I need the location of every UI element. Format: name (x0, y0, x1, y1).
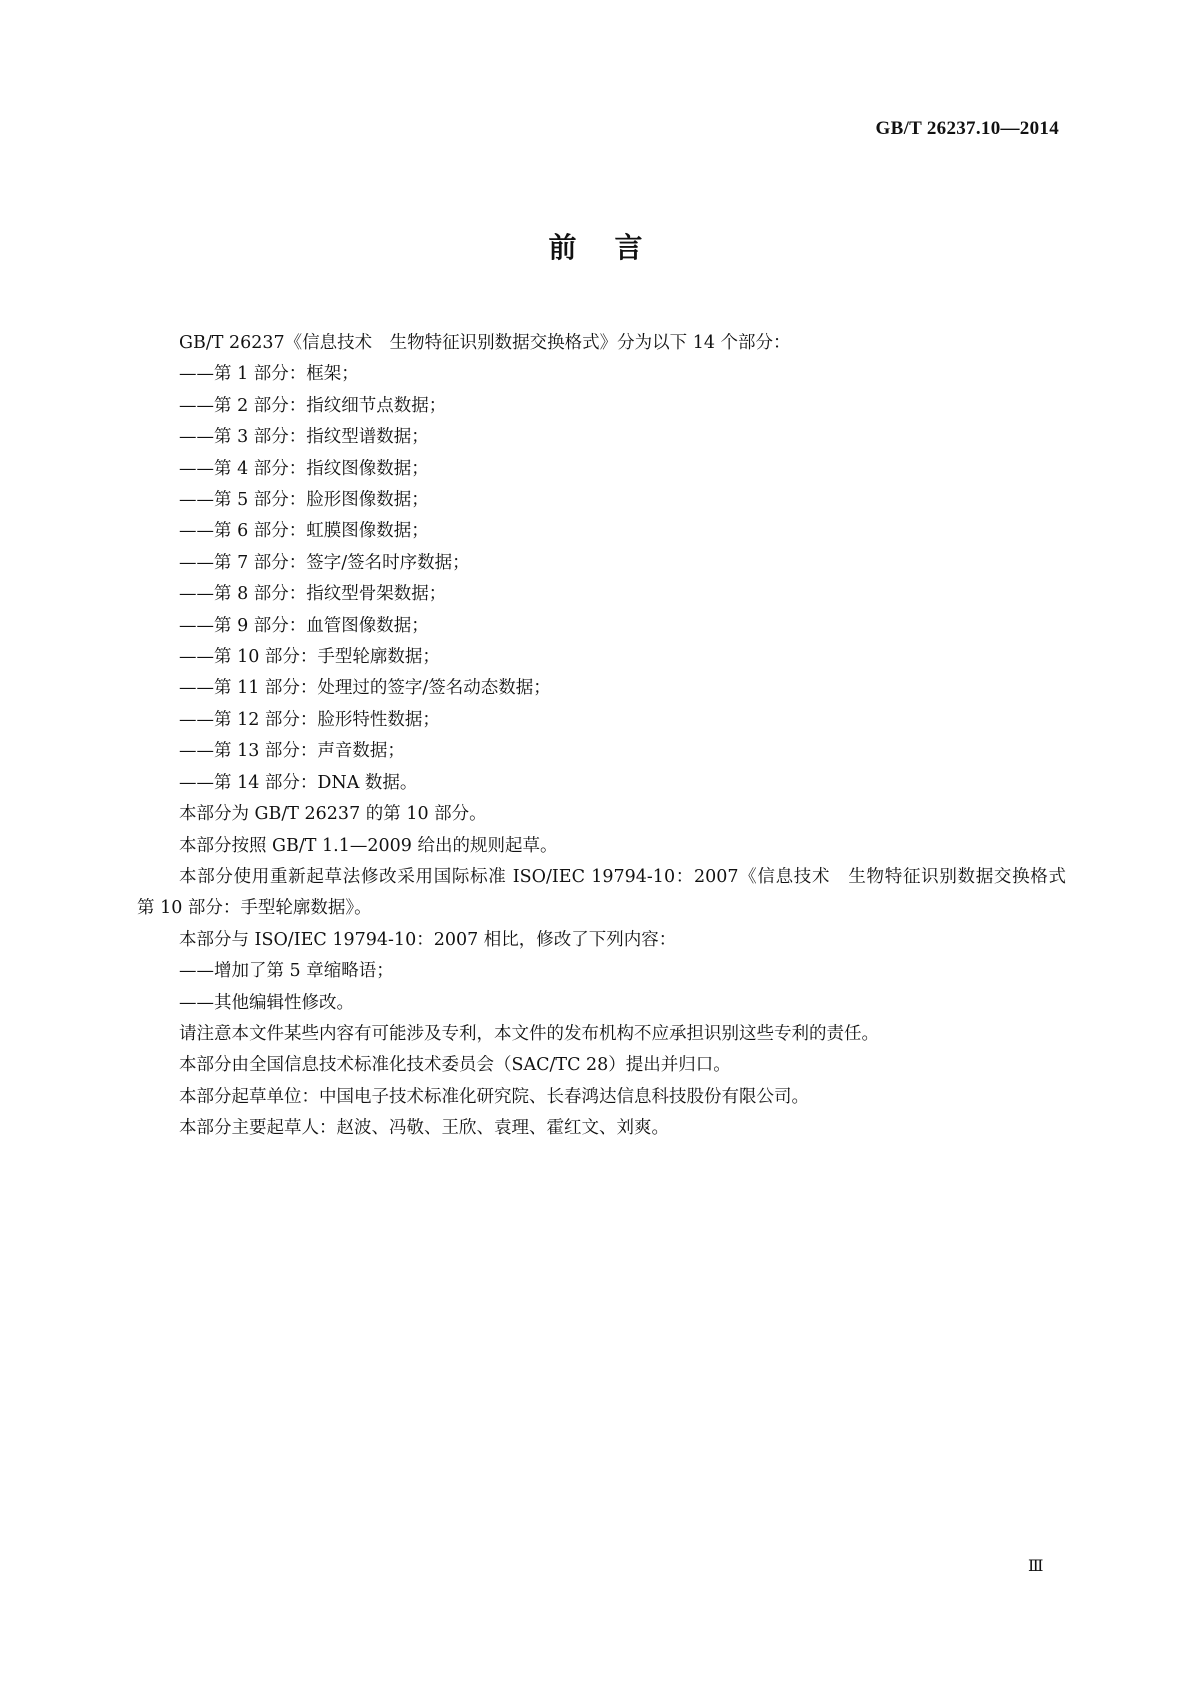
list-item: ——第 6 部分：虹膜图像数据； (179, 521, 429, 542)
list-item: ——其他编辑性修改。 (179, 992, 354, 1013)
changes-intro-paragraph: 本部分与 ISO/IEC 19794-10：2007 相比，修改了下列内容： (179, 929, 677, 950)
drafting-units-paragraph: 本部分起草单位：中国电子技术标准化研究院、长春鸿达信息科技股份有限公司。 (179, 1086, 809, 1107)
list-item: ——第 9 部分：血管图像数据； (179, 615, 429, 636)
intro-paragraph: GB/T 26237《信息技术 生物特征识别数据交换格式》分为以下 14 个部分： (179, 333, 791, 353)
list-item: ——第 11 部分：处理过的签字/签名动态数据； (179, 678, 551, 699)
adoption-paragraph: 本部分使用重新起草法修改采用国际标准 ISO/IEC 19794-10：2007《信息技术 生物特征识别数据交换格式 第 10 部分：手型轮廓数据》。 (137, 866, 1084, 919)
list-item: ——第 1 部分：框架； (179, 364, 359, 385)
list-item: ——第 7 部分：签字/签名时序数据； (179, 552, 470, 573)
standard-code: GB/T 26237.10—2014 (875, 118, 1059, 139)
page-title: 前言 (548, 231, 681, 264)
drafters-paragraph: 本部分主要起草人：赵波、冯敬、王欣、袁理、霍红文、刘爽。 (179, 1118, 669, 1139)
list-item: ——第 12 部分：脸形特性数据； (179, 709, 440, 730)
list-item: ——第 2 部分：指纹细节点数据； (179, 395, 447, 416)
list-item: ——第 13 部分：声音数据； (179, 741, 405, 762)
drafting-rules-paragraph: 本部分按照 GB/T 1.1—2009 给出的规则起草。 (179, 835, 558, 856)
list-item: ——第 3 部分：指纹型谱数据； (179, 427, 429, 448)
proposed-by-paragraph: 本部分由全国信息技术标准化技术委员会（SAC/TC 28）提出并归口。 (179, 1055, 731, 1076)
list-item: ——增加了第 5 章缩略语； (179, 961, 394, 982)
patent-notice-paragraph: 请注意本文件某些内容有可能涉及专利，本文件的发布机构不应承担识别这些专利的责任。 (179, 1023, 879, 1044)
list-item: ——第 4 部分：指纹图像数据； (179, 458, 429, 479)
foreword-body (137, 328, 1084, 1145)
part-of-paragraph: 本部分为 GB/T 26237 的第 10 部分。 (179, 804, 487, 825)
list-item: ——第 5 部分：脸形图像数据； (179, 490, 429, 511)
list-item: ——第 14 部分：DNA 数据。 (179, 772, 418, 793)
list-item: ——第 10 部分：手型轮廓数据； (179, 647, 440, 668)
page-number: Ⅲ (1028, 1558, 1044, 1575)
list-item: ——第 8 部分：指纹型骨架数据； (179, 584, 447, 605)
